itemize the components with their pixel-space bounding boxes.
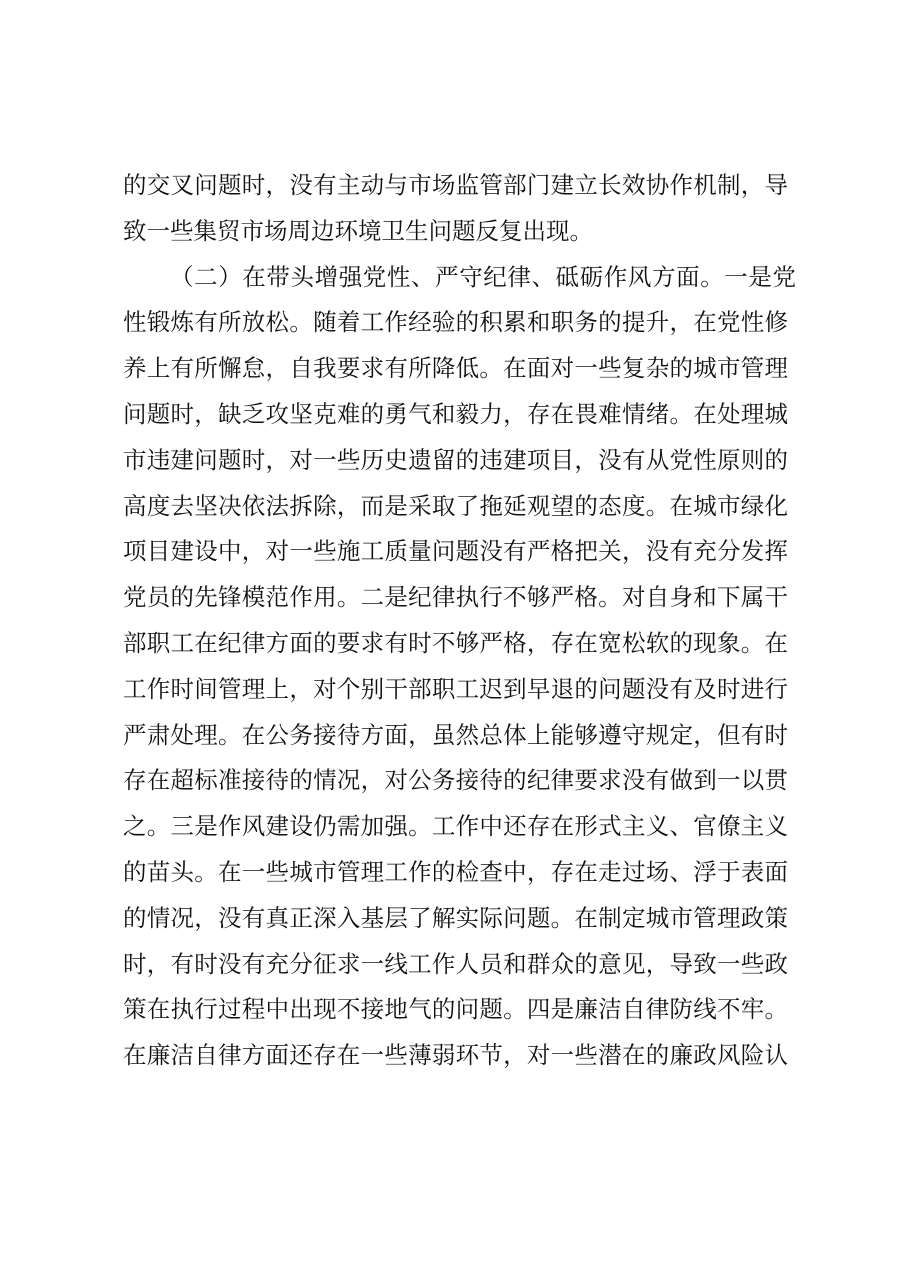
text-line: 市违建问题时，对一些历史遗留的违建项目，没有从党性原则的 [123, 445, 788, 474]
text-line: 性锻炼有所放松。随着工作经验的积累和职务的提升，在党性修 [123, 308, 788, 337]
text-line: 致一些集贸市场周边环境卫生问题反复出现。 [123, 216, 593, 245]
text-line: 部职工在纪律方面的要求有时不够严格，存在宽松软的现象。在 [123, 628, 788, 657]
text-line: 的情况，没有真正深入基层了解实际问题。在制定城市管理政策 [123, 903, 788, 932]
text-line: 工作时间管理上，对个别干部职工迟到早退的问题没有及时进行 [123, 674, 788, 703]
text-line: 策在执行过程中出现不接地气的问题。四是廉洁自律防线不牢。 [123, 995, 788, 1024]
text-line: 高度去坚决依法拆除，而是采取了拖延观望的态度。在城市绿化 [123, 491, 788, 520]
text-line: 问题时，缺乏攻坚克难的勇气和毅力，存在畏难情绪。在处理城 [123, 399, 788, 428]
text-line: 之。三是作风建设仍需加强。工作中还存在形式主义、官僚主义 [123, 812, 788, 841]
text-line: 项目建设中，对一些施工质量问题没有严格把关，没有充分发挥 [123, 537, 788, 566]
body-text [123, 163, 797, 1079]
text-line: 严肃处理。在公务接待方面，虽然总体上能够遵守规定，但有时 [123, 720, 788, 749]
text-line: 在廉洁自律方面还存在一些薄弱环节，对一些潜在的廉政风险认 [123, 1041, 788, 1070]
text-line: 养上有所懈怠，自我要求有所降低。在面对一些复杂的城市管理 [123, 354, 788, 383]
section-heading-line: （二）在带头增强党性、严守纪律、砥砺作风方面。一是党 [170, 262, 797, 291]
text-line: 存在超标准接待的情况，对公务接待的纪律要求没有做到一以贯 [123, 766, 788, 795]
text-line: 的苗头。在一些城市管理工作的检查中，存在走过场、浮于表面 [123, 857, 788, 886]
text-line: 时，有时没有充分征求一线工作人员和群众的意见，导致一些政 [123, 949, 788, 978]
text-line: 的交叉问题时，没有主动与市场监管部门建立长效协作机制，导 [123, 171, 788, 199]
text-line: 党员的先锋模范作用。二是纪律执行不够严格。对自身和下属干 [123, 583, 788, 612]
